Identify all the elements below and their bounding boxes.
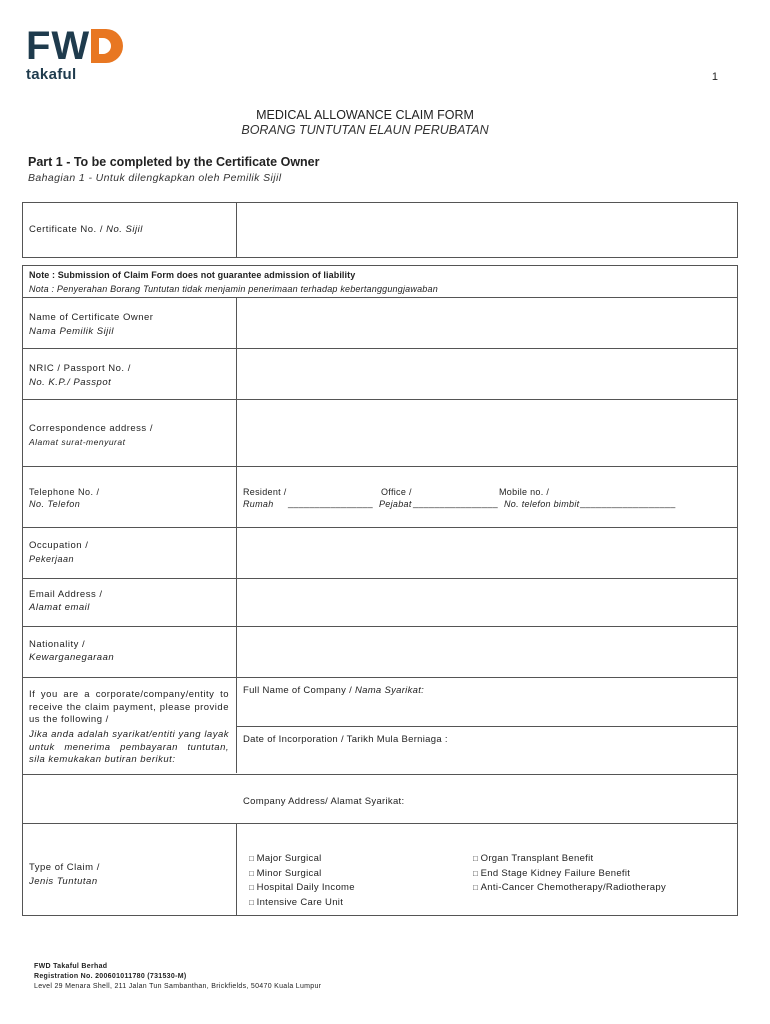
address-label-ms: Alamat surat-menyurat bbox=[29, 437, 126, 447]
nric-row bbox=[22, 348, 738, 400]
mobile-label-ms: No. telefon bimbit bbox=[504, 499, 580, 509]
claim-left-option[interactable] bbox=[249, 867, 355, 882]
occupation-label-ms: Pekerjaan bbox=[29, 554, 75, 564]
checkbox-icon[interactable]: □ bbox=[249, 854, 257, 863]
nric-label-ms: No. K.P./ Passpot bbox=[29, 377, 112, 388]
divider bbox=[236, 824, 237, 915]
email-label-ms: Alamat email bbox=[29, 602, 90, 613]
nric-label-en: NRIC / Passport No. / bbox=[29, 363, 131, 374]
claim-type-label-ms: Jenis Tuntutan bbox=[29, 876, 98, 887]
email-row bbox=[22, 578, 738, 627]
footer-registration: Registration No. 200601011780 (731530-M) bbox=[34, 973, 187, 980]
claim-right-option[interactable] bbox=[473, 881, 666, 896]
resident-label-ms: Rumah bbox=[243, 499, 274, 509]
name-label-en: Name of Certificate Owner bbox=[29, 312, 154, 323]
certificate-label-en: Certificate No. / bbox=[29, 224, 107, 235]
claim-option-label: End Stage Kidney Failure Benefit bbox=[480, 867, 631, 879]
note-row bbox=[22, 265, 738, 298]
footer-address: Level 29 Menara Shell, 211 Jalan Tun Sambanthan, Brickfields, 50470 Kuala Lumpur bbox=[34, 983, 322, 990]
logo-d-mark bbox=[91, 29, 123, 63]
company-name-label[interactable] bbox=[243, 685, 424, 698]
incorporation-label[interactable]: Date of Incorporation / Tarikh Mula Berniaga : bbox=[243, 734, 448, 745]
claim-right-option[interactable] bbox=[473, 867, 666, 882]
address-input[interactable] bbox=[237, 400, 737, 466]
footer bbox=[34, 962, 321, 992]
note-ms: Nota : Penyerahan Borang Tuntutan tidak menjamin penerimaan terhadap kebertanggungjawaban bbox=[29, 284, 438, 294]
claim-left-option[interactable] bbox=[249, 896, 355, 911]
form-title: MEDICAL ALLOWANCE CLAIM FORM bbox=[256, 108, 474, 122]
form-subtitle: BORANG TUNTUTAN ELAUN PERUBATAN bbox=[241, 123, 489, 137]
checkbox-icon[interactable]: □ bbox=[249, 897, 257, 907]
certificate-input[interactable] bbox=[237, 203, 737, 257]
company-name-label-ms: Nama Syarikat: bbox=[354, 685, 425, 696]
office-label-ms: Pejabat bbox=[379, 499, 412, 509]
part-subtitle: Bahagian 1 - Untuk dilengkapkan oleh Pemilik Sijil bbox=[28, 172, 282, 184]
certificate-label-ms: No. Sijil bbox=[106, 224, 143, 235]
name-row bbox=[22, 297, 738, 349]
divider bbox=[236, 726, 737, 727]
claim-option-label: Minor Surgical bbox=[256, 867, 322, 879]
claim-right-option[interactable] bbox=[473, 852, 666, 867]
checkbox-icon[interactable]: □ bbox=[249, 883, 257, 892]
company-address-label[interactable]: Company Address/ Alamat Syarikat: bbox=[243, 796, 405, 807]
claim-option-label: Hospital Daily Income bbox=[256, 882, 355, 893]
claim-type-label-en: Type of Claim / bbox=[29, 862, 100, 873]
resident-blank[interactable]: ________________ bbox=[288, 498, 373, 508]
address-row bbox=[22, 399, 738, 467]
occupation-label-en: Occupation / bbox=[29, 540, 89, 551]
company-name-label-en: Full Name of Company / bbox=[243, 685, 355, 696]
claim-type-row bbox=[22, 823, 738, 916]
nationality-label-ms: Kewarganegaraan bbox=[29, 652, 115, 663]
nationality-label-en: Nationality / bbox=[29, 639, 86, 650]
occupation-input[interactable] bbox=[237, 528, 737, 578]
claim-option-label: Intensive Care Unit bbox=[256, 896, 344, 908]
claim-option-label: Organ Transplant Benefit bbox=[480, 853, 594, 864]
checkbox-icon[interactable]: □ bbox=[473, 854, 481, 863]
corporate-row bbox=[22, 677, 738, 824]
name-input[interactable] bbox=[237, 298, 737, 348]
email-label-en: Email Address / bbox=[29, 589, 103, 600]
checkbox-icon[interactable]: □ bbox=[473, 883, 481, 892]
claim-option-label: Anti-Cancer Chemotherapy/Radiotherapy bbox=[480, 882, 667, 893]
logo-subtitle: takaful bbox=[26, 66, 77, 83]
note-en: Note : Submission of Claim Form does not guarantee admission of liability bbox=[29, 270, 356, 280]
telephone-label-en: Telephone No. / bbox=[29, 487, 100, 497]
claim-options-left bbox=[249, 852, 355, 910]
certificate-row bbox=[22, 202, 738, 258]
divider bbox=[23, 774, 737, 775]
checkbox-icon[interactable]: □ bbox=[249, 868, 257, 878]
email-input[interactable] bbox=[237, 579, 737, 626]
fwd-takaful-logo bbox=[26, 26, 146, 88]
logo-wordmark bbox=[26, 26, 146, 66]
checkbox-icon[interactable]: □ bbox=[473, 868, 481, 878]
telephone-label-ms: No. Telefon bbox=[29, 499, 81, 509]
nationality-input[interactable] bbox=[237, 627, 737, 677]
logo-text: FW bbox=[26, 24, 91, 68]
address-label-en: Correspondence address / bbox=[29, 423, 153, 434]
nationality-row bbox=[22, 626, 738, 678]
claim-left-option[interactable] bbox=[249, 852, 355, 867]
name-label-ms: Nama Pemilik Sijil bbox=[29, 326, 115, 337]
claim-options-right bbox=[473, 852, 666, 896]
certificate-label bbox=[29, 224, 143, 237]
corporate-label-ms: Jika anda adalah syarikat/entiti yang layak untuk menerima pembayaran tuntutan, sila kemukakan butiran berikut: bbox=[29, 729, 229, 765]
office-label: Office / bbox=[381, 487, 412, 497]
mobile-blank[interactable]: __________________ bbox=[580, 498, 676, 508]
page-number: 1 bbox=[711, 71, 718, 83]
mobile-label: Mobile no. / bbox=[499, 487, 550, 497]
resident-label: Resident / bbox=[243, 487, 287, 497]
telephone-row bbox=[22, 466, 738, 528]
corporate-label-en: If you are a corporate/company/entity to receive the claim payment, please provide us the following / bbox=[29, 689, 229, 725]
nric-input[interactable] bbox=[237, 349, 737, 399]
claim-left-option[interactable] bbox=[249, 881, 355, 896]
part-title: Part 1 - To be completed by the Certificate Owner bbox=[28, 155, 320, 169]
office-blank[interactable]: ________________ bbox=[413, 498, 498, 508]
footer-company: FWD Takaful Berhad bbox=[34, 963, 108, 970]
occupation-row bbox=[22, 527, 738, 579]
divider bbox=[236, 467, 237, 527]
claim-option-label: Major Surgical bbox=[256, 853, 322, 864]
